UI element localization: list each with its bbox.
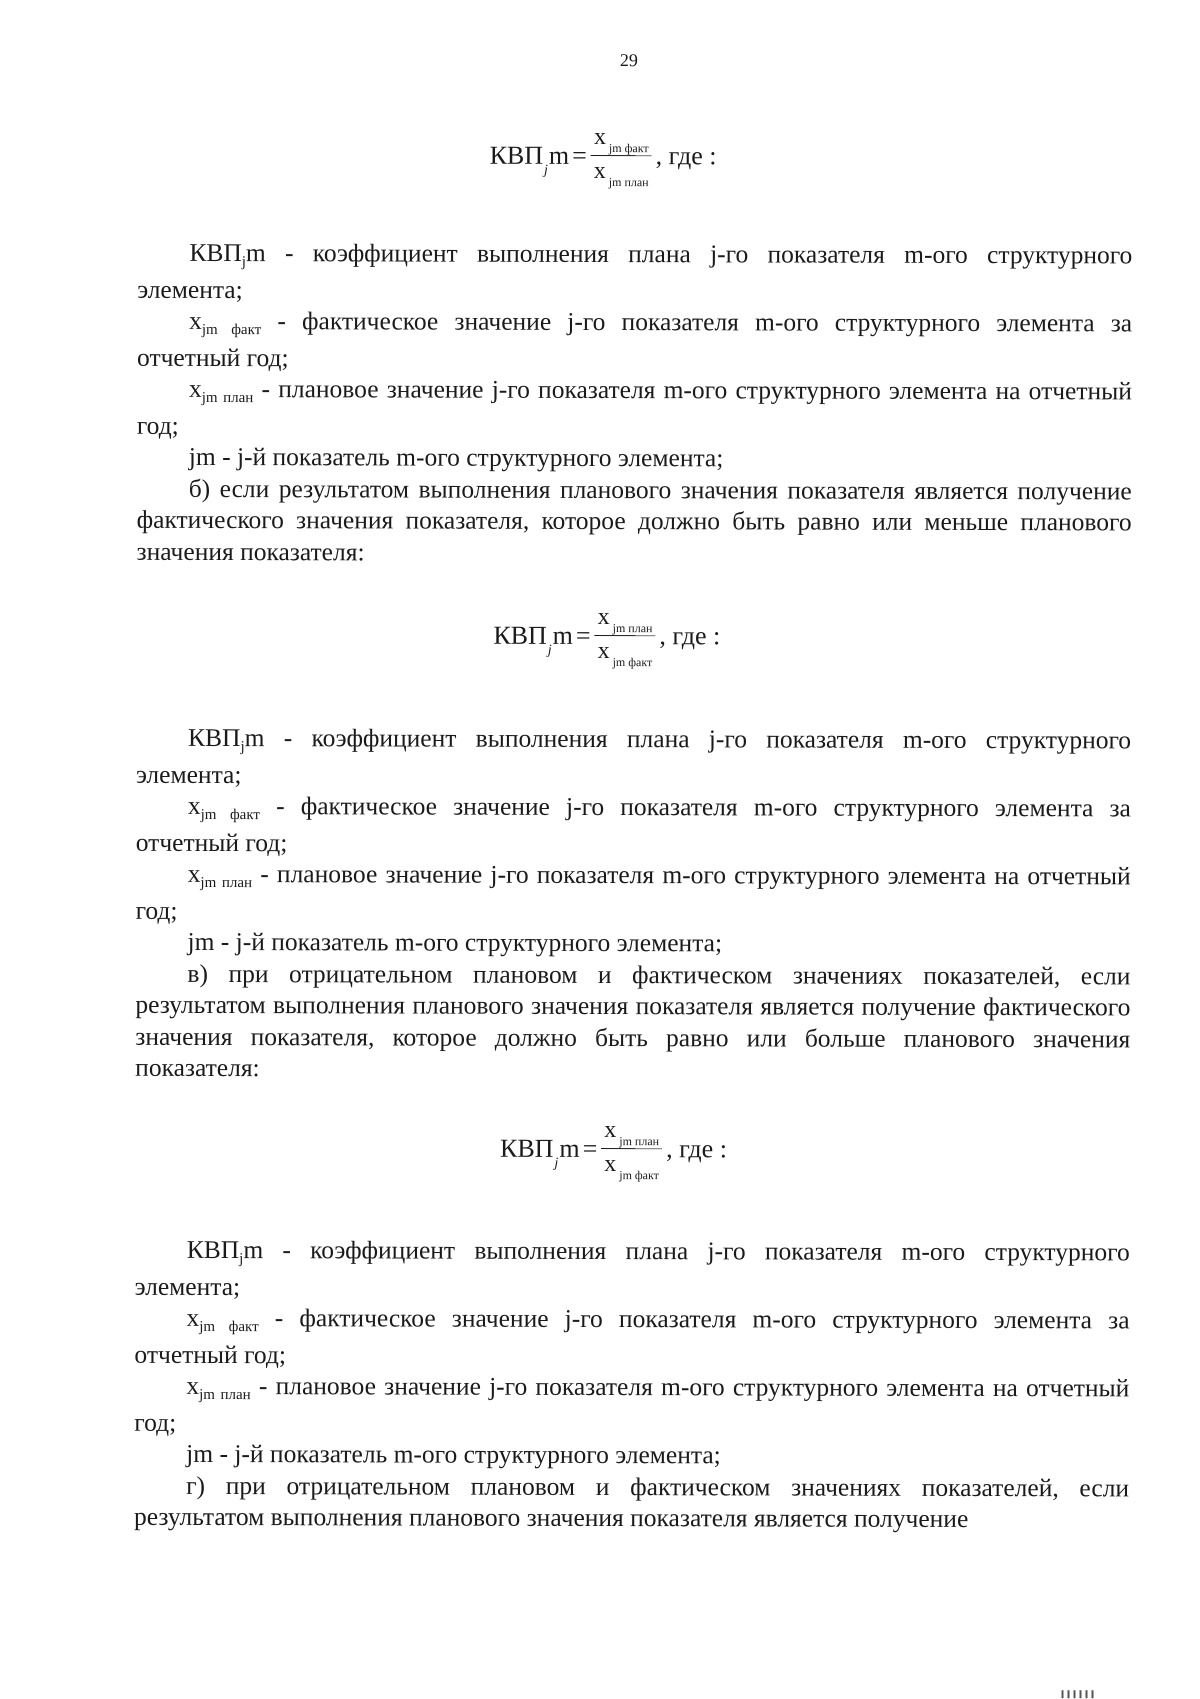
fraction-denominator: x jm факт <box>604 1151 659 1183</box>
definitions-block-3 <box>134 1234 1130 1535</box>
fraction <box>601 1115 662 1182</box>
formula-lhs-sub: j <box>547 642 552 658</box>
formula-lhs-suffix: m <box>548 140 570 170</box>
definitions-block-2 <box>135 722 1131 1086</box>
condition-paragraph: г) при отрицательном плановом и фактическом значениях показателей, если результатом выполнения планового значения показателя является получение <box>133 1470 1130 1533</box>
definition-kvp: КВПjm - коэффициент выполнения плана j-го показателя m-ого структурного элемента; <box>137 237 1133 304</box>
definition-kvp: КВПjm - коэффициент выполнения плана j-го показателя m-ого структурного элемента; <box>135 722 1132 789</box>
scan-artifact-mark <box>1062 1690 1096 1698</box>
fraction <box>595 602 656 669</box>
page-number: 29 <box>619 50 638 71</box>
fraction-numerator: x jm план <box>595 602 656 636</box>
formula-lhs-sub: j <box>554 1155 559 1171</box>
formula-where: , где : <box>659 620 721 650</box>
equals-sign: = <box>572 140 587 170</box>
definition-x-fact: xjm факт - фактическое значение j-го показателя m-ого структурного элемента за отчетный год; <box>137 305 1133 372</box>
formula-3 <box>500 1115 727 1183</box>
formula-1 <box>490 122 717 190</box>
condition-paragraph: б) если результатом выполнения планового значения показателя является получение фактического значения показателя, которое должно быть равно или меньше планового значения показателя: <box>136 473 1132 566</box>
formula-lhs: КВП <box>499 1133 554 1163</box>
formula-where: , где : <box>655 140 717 170</box>
definition-x-plan: xjm план - плановое значение j-го показателя m-ого структурного элемента на отчетный год; <box>135 858 1131 925</box>
definition-jm: jm - j-й показатель m-ого структурного элемента; <box>188 441 724 473</box>
fraction <box>591 122 652 189</box>
definition-jm: jm - j-й показатель m-ого структурного элемента; <box>186 1438 721 1470</box>
formula-lhs-suffix: m <box>559 1133 580 1163</box>
equals-sign: = <box>582 1133 598 1163</box>
equals-sign: = <box>575 620 591 650</box>
definition-x-fact: xjm факт - фактическое значение j-го показателя m-ого структурного элемента за отчетный год; <box>134 1302 1130 1369</box>
formula-lhs-suffix: m <box>552 620 573 650</box>
fraction-numerator: x jm план <box>601 1115 662 1149</box>
definition-x-fact: xjm факт - фактическое значение j-го показателя m-ого структурного элемента за отчетный год; <box>135 790 1131 857</box>
fraction-denominator: x jm план <box>593 157 649 190</box>
definition-x-plan: xjm план - плановое значение j-го показателя m-ого структурного элемента на отчетный год; <box>136 373 1133 440</box>
fraction-denominator: x jm факт <box>597 637 653 670</box>
formula-where: , где : <box>666 1133 728 1163</box>
formula-lhs: КВП <box>493 620 547 650</box>
formula-lhs: КВП <box>489 140 544 170</box>
condition-paragraph: в) при отрицательном плановом и фактическом значениях показателей, если результатом выполнения планового значения показателя является получение фактического значения показателя, которое должно быть равно или больше планового значения показателя: <box>135 958 1131 1083</box>
formula-2 <box>493 602 720 670</box>
definitions-block-1 <box>137 237 1133 570</box>
definition-jm: jm - j-й показатель m-ого структурного элемента; <box>187 926 723 958</box>
formula-lhs-sub: j <box>544 162 548 178</box>
fraction-numerator: x jm факт <box>591 122 652 156</box>
definition-x-plan: xjm план - плановое значение j-го показателя m-ого структурного элемента на отчетный год; <box>134 1370 1130 1437</box>
definition-kvp: КВПjm - коэффициент выполнения плана j-го показателя m-ого структурного элемента; <box>134 1234 1130 1301</box>
